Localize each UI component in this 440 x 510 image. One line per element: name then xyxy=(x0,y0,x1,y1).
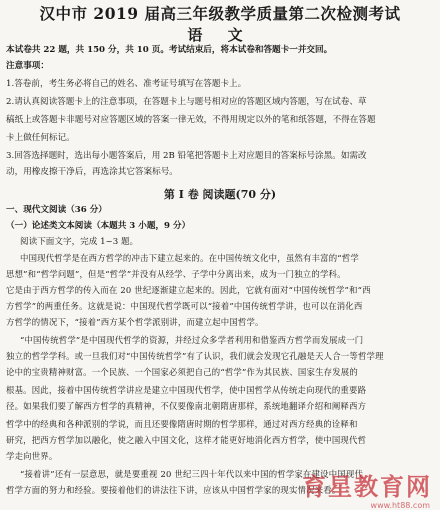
passage-line: 方哲学”的两重任务。这就是说：中国现代哲学既可以“接着”中国传统哲学讲，也可以在消化西 xyxy=(6,301,363,311)
passage-line: 中国现代哲学是在西方哲学的冲击下建立起来的。在中国传统文化中，虽然有丰富的“哲学 xyxy=(20,253,359,263)
intro-text: 本试卷共 22 题，共 150 分，共 10 页。考试结束后，将本试卷和答题卡一并交回。 xyxy=(6,45,333,55)
note-line: 3.回答选择题时，选出每小题答案后，用 2B 铅笔把答题卡上对应题目的答案标号涂黑。如需改 xyxy=(6,151,367,161)
subpart-title: （一）论述类文本阅读（本题共 3 小题，9 分） xyxy=(6,221,191,231)
passage-line: 它是由于西方哲学的传入而在 20 世纪逐渐建立起来的。因此，它就有面对“中国传统哲学”和“西 xyxy=(6,285,371,295)
passage-line: 根基。因此，接着中国传统哲学讲应是建立中国现代哲学，使中国哲学从传统走向现代的重要路 xyxy=(6,385,367,395)
notes-heading: 注意事项： xyxy=(6,61,49,71)
exam-title: 汉中市 2019 届高三年级教学质量第二次检测考试 xyxy=(39,4,401,23)
note-line: 动，用橡皮擦干净后，再选涂其它答案标号。 xyxy=(6,167,178,177)
passage-line: 思想”和“哲学问题”，但是“哲学”并没有从经学、子学中分离出来，成为一门独立的学科。 xyxy=(6,269,346,279)
note-line: 稿纸上或答题卡非题号对应答题区域的答案一律无效，不得用规定以外的笔和纸答题，不得在答题 xyxy=(6,115,376,125)
instruction-text: 阅读下面文字，完成 1~3 题。 xyxy=(20,237,139,247)
passage-line: 哲学方面的努力和经验。要接着他们的讲法往下讲，应该从中国哲学家的现实情况来看。 xyxy=(6,485,341,495)
part-title: 一、现代文阅读（36 分） xyxy=(6,205,107,215)
note-line: 2.请认真阅读答题卡上的注意事项，在答题卡上与题号相对应的答题区域内答题，写在试卷、草 xyxy=(6,97,367,107)
passage-line: “中国传统哲学”是中国现代哲学的资源，并经过众多学者利用和借鉴西方哲学而发展成一门 xyxy=(20,335,364,345)
note-line: 卡上做任何标记。 xyxy=(6,133,75,143)
passage-line: 论中的宝贵精神财富。一个民族、一个国家必须把自己的“哲学”作为其民族、国家生存发展的 xyxy=(6,367,358,377)
passage-line: 径。如果我们要了解西方哲学的真精神，不仅要像南北朝隋唐那样，系统地翻译介绍和阐释西方 xyxy=(6,401,367,411)
subject-title: 语 文 xyxy=(187,26,253,44)
passage-line: 研究，把西方哲学加以融化，使之融入中国文化，这样才能更好地消化西方哲学，使中国现代哲 xyxy=(6,435,367,445)
passage-line: 哲学中的经典和各种派别的学说，而且还要像隋唐时期的哲学那样，通过对西方经典的诠释和 xyxy=(6,419,358,429)
watermark-logo: 育星教育网 xyxy=(302,473,432,501)
passage-line: 独立的哲学学科。或一旦我们对“中国传统哲学”有了认识，我们就会发现它孔融是天人合一等哲学理 xyxy=(6,351,384,361)
section-title: 第 I 卷 阅读题(70 分) xyxy=(163,188,277,201)
passage-line: 学走向世界。 xyxy=(6,451,58,461)
watermark-url: www.ht88.com xyxy=(370,501,430,510)
note-line: 1.答卷前，考生务必将自己的姓名、准考证号填写在答题卡上。 xyxy=(6,79,247,89)
passage-line: “接着讲”还有一层意思，就是要重视 20 世纪三四十年代以来中国的哲学家在建设中国现代 xyxy=(20,469,364,479)
passage-line: 方哲学的情况下，“接着”西方某个哲学派别讲，而建立起中国哲学。 xyxy=(6,317,264,327)
